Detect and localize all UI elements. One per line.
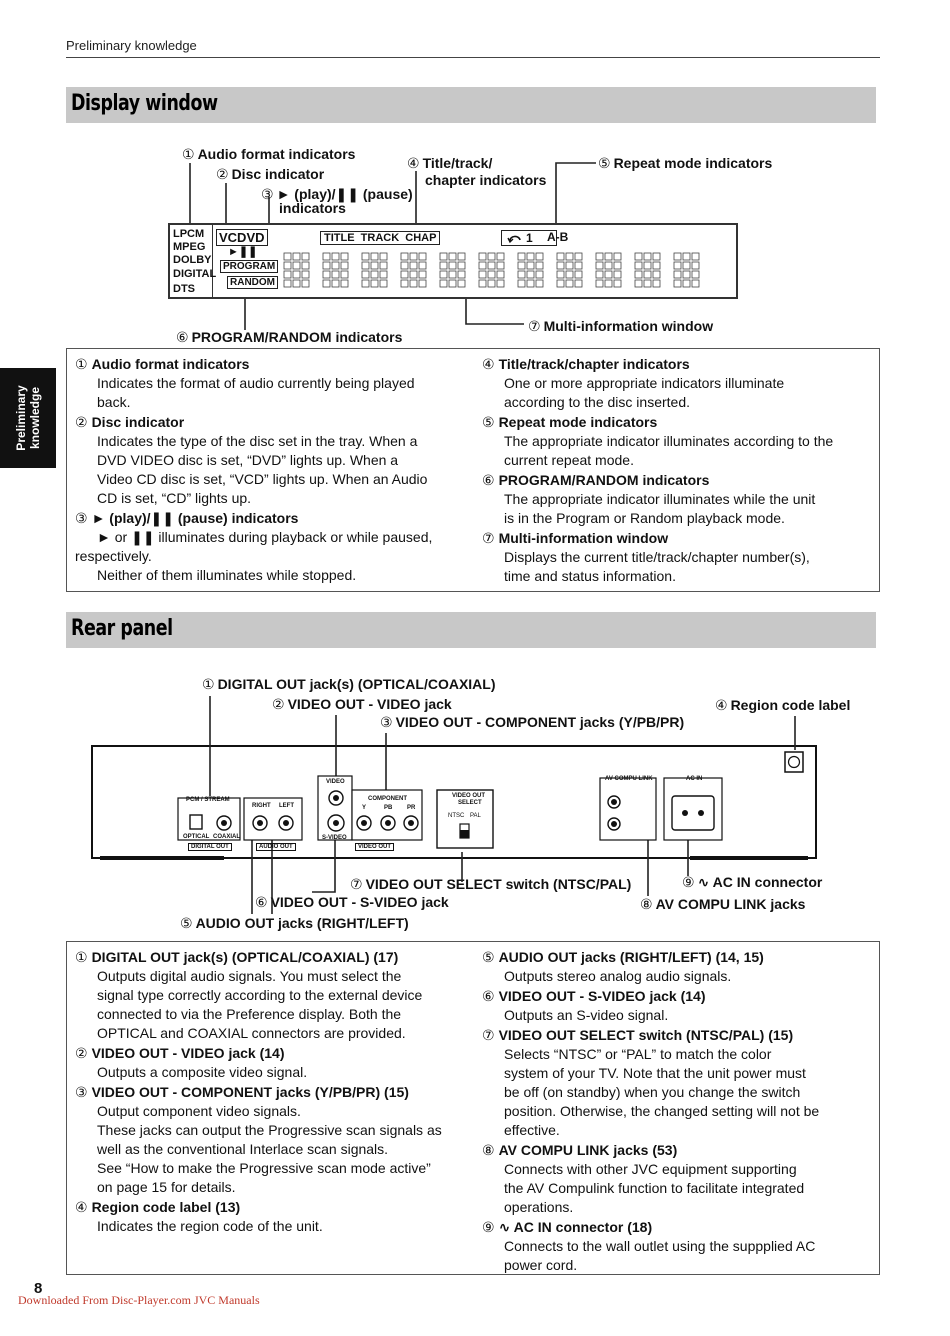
- description-item-heading: ∿ AC IN connector (18): [498, 1219, 653, 1235]
- description-item-line: operations.: [504, 1199, 574, 1215]
- segment-digit: [557, 253, 582, 287]
- description-item-line: The appropriate indicator illuminates according to the: [504, 433, 834, 449]
- video-label: VIDEO: [326, 779, 345, 785]
- description-item-line: be off (on standby) when you change the switch: [504, 1084, 801, 1100]
- audio-out-label: AUDIO OUT: [256, 843, 296, 851]
- description-item: [75, 509, 475, 585]
- description-item-title: [75, 413, 475, 432]
- rear-panel-heading-bar: [66, 612, 876, 648]
- audio-left-label: LEFT: [279, 803, 294, 809]
- description-item-heading: Disc indicator: [91, 414, 185, 430]
- callout-play-pause: ③ ► (play)/❚❚ (pause): [261, 186, 413, 202]
- title-track-chap-indicator: TITLE TRACK CHAP: [320, 231, 440, 245]
- page-number: 8: [34, 1280, 43, 1297]
- description-item-title: [482, 948, 877, 967]
- av-compu-link-label: AV COMPU LINK: [605, 776, 653, 782]
- description-item-line: ► or ❚❚ illuminates during playback or while paused,: [97, 529, 433, 545]
- segment-digit: [284, 253, 309, 287]
- segment-digit: [674, 253, 699, 287]
- description-item-line: Indicates the region code of the unit.: [97, 1218, 323, 1234]
- description-item-title: [482, 1141, 877, 1160]
- description-item-line: back.: [97, 394, 131, 410]
- description-item-heading: Repeat mode indicators: [498, 414, 658, 430]
- description-item-line: according to the disc inserted.: [504, 394, 690, 410]
- rear-panel-title: Rear panel: [71, 616, 173, 641]
- component-label: COMPONENT: [368, 796, 407, 802]
- callout-digital-out: ① DIGITAL OUT jack(s) (OPTICAL/COAXIAL): [202, 676, 496, 692]
- description-item-line: position. Otherwise, the changed setting will not be: [504, 1103, 820, 1119]
- segment-digit: [323, 253, 348, 287]
- description-item-heading: VIDEO OUT - COMPONENT jacks (Y/PB/PR) (15): [91, 1084, 409, 1100]
- description-item: [482, 948, 877, 986]
- segment-digit: [440, 253, 465, 287]
- play-pause-indicator: ►❚❚: [228, 246, 258, 258]
- description-item: [482, 413, 877, 470]
- description-item: [75, 948, 477, 1043]
- description-item-title: [75, 1198, 477, 1217]
- description-item-heading: VIDEO OUT - S-VIDEO jack (14): [498, 988, 706, 1004]
- description-item-line: Output component video signals.: [97, 1103, 301, 1119]
- mpeg-indicator: MPEG: [173, 241, 206, 253]
- description-item-title: [75, 1083, 477, 1102]
- dolby-indicator: DOLBY: [173, 254, 212, 266]
- description-item-number: ③: [75, 510, 88, 526]
- description-item: [75, 1083, 477, 1197]
- description-item-line: OPTICAL and COAXIAL connectors are provided.: [97, 1025, 406, 1041]
- description-item-line: Displays the current title/track/chapter number(s),: [504, 549, 810, 565]
- description-item-line: connected to via the Preference display. Both the: [97, 1006, 402, 1022]
- pal-label: PAL: [470, 813, 481, 819]
- audio-format-panel: [170, 225, 217, 297]
- video-out-select-label-2: SELECT: [458, 800, 482, 806]
- description-item-number: ②: [75, 1045, 88, 1061]
- callout-repeat-mode: ⑤ Repeat mode indicators: [598, 155, 773, 171]
- description-item-line: DVD VIDEO disc is set, “DVD” lights up. When a: [97, 452, 399, 468]
- description-item-title: [75, 1044, 477, 1063]
- segment-digit: [518, 253, 543, 287]
- callout-multi-info: ⑦ Multi-information window: [528, 318, 714, 334]
- description-item-line: on page 15 for details.: [97, 1179, 236, 1195]
- description-item-line: signal type correctly according to the external device: [97, 987, 423, 1003]
- description-item-number: ⑧: [482, 1142, 495, 1158]
- description-item-number: ①: [75, 356, 88, 372]
- description-item-line: These jacks can output the Progressive scan signals as: [97, 1122, 442, 1138]
- description-item-title: [482, 1026, 877, 1045]
- description-item: [482, 355, 877, 412]
- description-item-number: ②: [75, 414, 88, 430]
- description-item: [75, 355, 475, 412]
- description-item-heading: PROGRAM/RANDOM indicators: [498, 472, 710, 488]
- description-item-title: [75, 509, 475, 528]
- digital-out-label: DIGITAL OUT: [188, 843, 232, 851]
- segment-digit: [596, 253, 621, 287]
- repeat-icon: [507, 232, 523, 244]
- description-item-line: time and status information.: [504, 568, 676, 584]
- description-item-line: power cord.: [504, 1257, 578, 1273]
- callout-play-pause-cont: indicators: [279, 200, 346, 216]
- description-item-title: [482, 529, 877, 548]
- program-indicator: PROGRAM: [220, 260, 278, 273]
- callout-video-out-select: ⑦ VIDEO OUT SELECT switch (NTSC/PAL): [350, 876, 632, 892]
- description-item-title: [75, 355, 475, 374]
- description-item-title: [482, 1218, 877, 1237]
- display-window-title: Display window: [71, 91, 218, 116]
- description-item-line: Neither of them illuminates while stopped.: [97, 567, 357, 583]
- description-item: [75, 413, 475, 508]
- s-video-label: S-VIDEO: [322, 835, 347, 841]
- description-item-heading: VIDEO OUT SELECT switch (NTSC/PAL) (15): [498, 1027, 794, 1043]
- description-item-heading: Title/track/chapter indicators: [498, 356, 690, 372]
- callout-av-compu-link: ⑧ AV COMPU LINK jacks: [640, 896, 806, 912]
- ntsc-label: NTSC: [448, 813, 465, 819]
- callout-region-code: ④ Region code label: [715, 697, 851, 713]
- lpcm-indicator: LPCM: [173, 228, 205, 240]
- description-item-number: ⑨: [482, 1219, 495, 1235]
- description-item-number: ①: [75, 949, 88, 965]
- description-item-heading: Multi-information window: [498, 530, 669, 546]
- description-item-number: ⑥: [482, 988, 495, 1004]
- callout-audio-format: ① Audio format indicators: [182, 146, 356, 162]
- description-item-line: the AV Compulink function to facilitate integrated: [504, 1180, 805, 1196]
- component-pb-label: PB: [384, 805, 393, 811]
- description-item-number: ⑤: [482, 414, 495, 430]
- description-item-line: is in the Program or Random playback mode.: [504, 510, 785, 526]
- description-item: [75, 1044, 477, 1082]
- description-item-number: ⑦: [482, 530, 495, 546]
- source-link[interactable]: Downloaded From Disc-Player.com JVC Manuals: [18, 1293, 260, 1307]
- dts-indicator: DTS: [173, 283, 195, 295]
- description-item-line: Outputs digital audio signals. You must select the: [97, 968, 402, 984]
- callout-ac-in: ⑨ ∿ AC IN connector: [682, 874, 823, 890]
- rear-desc-left-column: [75, 948, 477, 1237]
- description-item: [482, 1026, 877, 1140]
- description-item-title: [482, 355, 877, 374]
- callout-title-track-cont: chapter indicators: [425, 172, 547, 188]
- description-item-heading: Audio format indicators: [91, 356, 250, 372]
- description-item-line: effective.: [504, 1122, 560, 1138]
- description-item-number: ④: [482, 356, 495, 372]
- description-item-line: Selects “NTSC” or “PAL” to match the color: [504, 1046, 772, 1062]
- video-out-label: VIDEO OUT: [355, 843, 394, 851]
- multi-information-window: [282, 251, 730, 291]
- description-item-line: respectively.: [75, 548, 152, 564]
- description-item-number: ③: [75, 1084, 88, 1100]
- description-item-line: well as the conventional Interlace scan signals.: [97, 1141, 389, 1157]
- display-window-illustration: [168, 223, 738, 299]
- description-item-line: Indicates the type of the disc set in the tray. When a: [97, 433, 418, 449]
- description-item-title: [75, 948, 477, 967]
- description-item-line: See “How to make the Progressive scan mode active”: [97, 1160, 431, 1176]
- audio-right-label: RIGHT: [252, 803, 271, 809]
- description-item-line: Outputs a composite video signal.: [97, 1064, 308, 1080]
- description-item: [482, 1141, 877, 1217]
- ac-in-label: AC IN: [686, 776, 703, 782]
- digital-indicator: DIGITAL: [173, 268, 217, 280]
- description-item: [482, 1218, 877, 1275]
- description-item-line: Connects with other JVC equipment supporting: [504, 1161, 797, 1177]
- description-item-line: Outputs stereo analog audio signals.: [504, 968, 732, 984]
- description-item-title: [482, 471, 877, 490]
- callout-video-jack: ② VIDEO OUT - VIDEO jack: [272, 696, 452, 712]
- description-item: [75, 1198, 477, 1236]
- description-item: [482, 471, 877, 528]
- description-item-line: Connects to the wall outlet using the suppplied AC: [504, 1238, 816, 1254]
- description-item-line: The appropriate indicator illuminates while the unit: [504, 491, 816, 507]
- description-item-line: current repeat mode.: [504, 452, 634, 468]
- display-window-descriptions: [66, 348, 880, 592]
- display-desc-right-column: [482, 355, 877, 587]
- optical-label: OPTICAL: [183, 834, 210, 840]
- rear-panel-labels: [0, 660, 950, 940]
- description-item-number: ⑥: [482, 472, 495, 488]
- side-tab-label: Preliminary knowledge: [14, 385, 42, 451]
- video-out-select-label-1: VIDEO OUT: [452, 793, 486, 799]
- running-header: Preliminary knowledge: [66, 38, 197, 53]
- description-item-number: ⑤: [482, 949, 495, 965]
- section-side-tab: [0, 368, 56, 468]
- callout-disc: ② Disc indicator: [216, 166, 325, 182]
- callout-program-random: ⑥ PROGRAM/RANDOM indicators: [176, 329, 403, 345]
- component-pr-label: PR: [407, 805, 416, 811]
- repeat-ab-indicator: A-B: [547, 230, 569, 244]
- description-item-number: ④: [75, 1199, 88, 1215]
- description-item-title: [482, 413, 877, 432]
- repeat-one-indicator: 1: [501, 230, 557, 246]
- rear-desc-right-column: [482, 948, 877, 1276]
- disc-indicator: VCDVD: [216, 229, 268, 246]
- description-item-line: Indicates the format of audio currently being played: [97, 375, 415, 391]
- description-item-heading: ► (play)/❚❚ (pause) indicators: [91, 510, 299, 526]
- description-item-heading: DIGITAL OUT jack(s) (OPTICAL/COAXIAL) (17): [91, 949, 399, 965]
- description-item-heading: VIDEO OUT - VIDEO jack (14): [91, 1045, 285, 1061]
- description-item-line: One or more appropriate indicators illuminate: [504, 375, 785, 391]
- random-indicator: RANDOM: [227, 276, 278, 289]
- coaxial-label: COAXIAL: [213, 834, 240, 840]
- segment-digit: [401, 253, 426, 287]
- description-item: [482, 529, 877, 586]
- display-desc-left-column: [75, 355, 475, 586]
- description-item-line: CD is set, “CD” lights up.: [97, 490, 252, 506]
- callout-component-jacks: ③ VIDEO OUT - COMPONENT jacks (Y/PB/PR): [380, 714, 685, 730]
- description-item-line: system of your TV. Note that the unit power must: [504, 1065, 806, 1081]
- component-y-label: Y: [362, 805, 367, 811]
- description-item-heading: Region code label (13): [91, 1199, 241, 1215]
- segment-digit: [362, 253, 387, 287]
- description-item-title: [482, 987, 877, 1006]
- description-item-number: ⑦: [482, 1027, 495, 1043]
- rear-panel-descriptions: [66, 941, 880, 1275]
- description-item-heading: AUDIO OUT jacks (RIGHT/LEFT) (14, 15): [498, 949, 764, 965]
- callout-title-track: ④ Title/track/: [407, 155, 493, 171]
- segment-digit: [479, 253, 504, 287]
- callout-s-video: ⑥ VIDEO OUT - S-VIDEO jack: [255, 894, 449, 910]
- segment-digit: [635, 253, 660, 287]
- description-item: [482, 987, 877, 1025]
- pcm-stream-label: PCM / STREAM: [186, 797, 230, 803]
- callout-audio-out: ⑤ AUDIO OUT jacks (RIGHT/LEFT): [180, 915, 409, 931]
- description-item-heading: AV COMPU LINK jacks (53): [498, 1142, 678, 1158]
- description-item-line: Video CD disc is set, “VCD” lights up. When an Audio: [97, 471, 428, 487]
- description-item-line: Outputs an S-video signal.: [504, 1007, 669, 1023]
